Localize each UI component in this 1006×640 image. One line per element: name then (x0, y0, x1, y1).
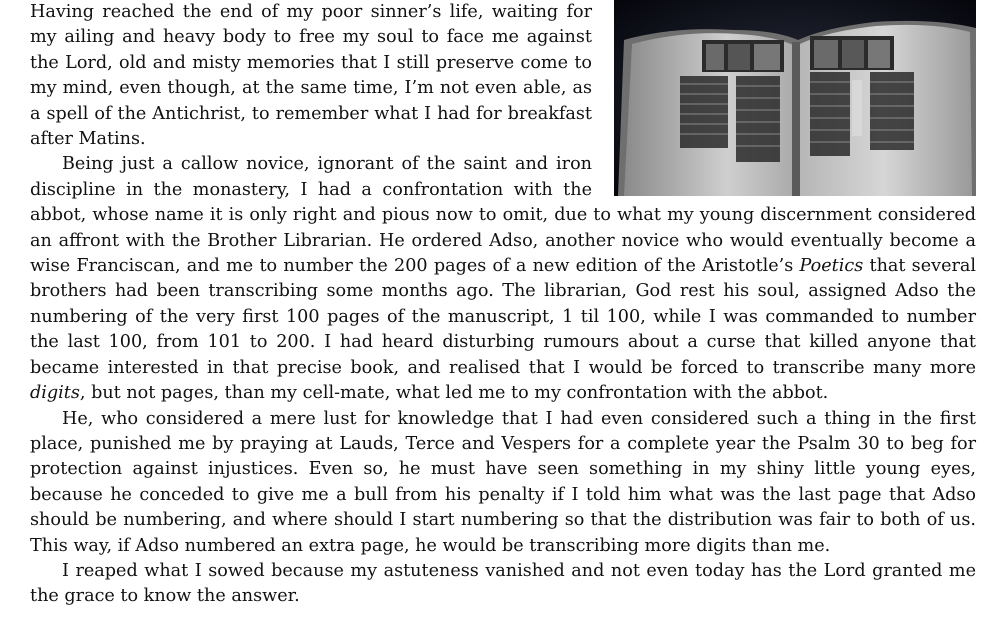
open-manuscript-book-image (614, 0, 976, 196)
paragraph-4 (30, 559, 976, 610)
text-run: Having reached the end of my poor sinner’s life, waiting for my ailing and heavy body to free my soul to face me against the Lord, old and misty memories that I still preserve come to my mind, even though, at the same time, I’m not even able, as a spell of the Antichrist, to remember what I had for breakfast after Matins. (30, 2, 592, 150)
document-page (30, 0, 976, 610)
paragraph-3 (30, 407, 976, 559)
text-run: I reaped what I sowed because my astuteness vanished and not even today has the Lord granted me the grace to know the answer. (30, 560, 976, 607)
text-run: that several brothers had been transcribing some months ago. The librarian, God rest his soul, assigned Adso the numbering of the very first 100 pages of the manuscript, 1 til 100, while I was commanded to number the last 100, from 101 to 200. I had heard disturbing rumours about a curse that killed anyone that became interested in that precise book, and realised that I would be forced to transcribe many more (30, 256, 977, 378)
text-run: , but not pages, than my cell-mate, what led me to my confrontation with the abbot. (79, 383, 829, 404)
text-run: He, who considered a mere lust for knowledge that I had even considered such a thing in the first place, punished me by praying at Lauds, Terce and Vespers for a complete year the Psalm 30 to beg for protection against injustices. Even so, he must have seen something in my shiny little young eyes, because he conceded to give me a bull from his penalty if I told him what was the last page that Adso should be numbering, and where should I start numbering so that the distribution was fair to both of us. This way, if Adso numbered an extra page, he would be transcribing more digits than me. (30, 408, 976, 556)
text-run: Being just a callow novice, ignorant of the saint and iron discipline in the monastery, I had a confrontation with the abbot, whose name it is only right and pious now to omit, due to what my young discernment considered an affront with the Brother Librarian. He ordered Adso, another novice who would eventually become a wise Franciscan, and me to number the 200 pages of a new edition of the Aristotle’s (30, 154, 976, 277)
italic-text: Poetics (799, 256, 864, 277)
manuscript-book-photo (614, 0, 976, 196)
italic-text: digits (30, 383, 80, 404)
